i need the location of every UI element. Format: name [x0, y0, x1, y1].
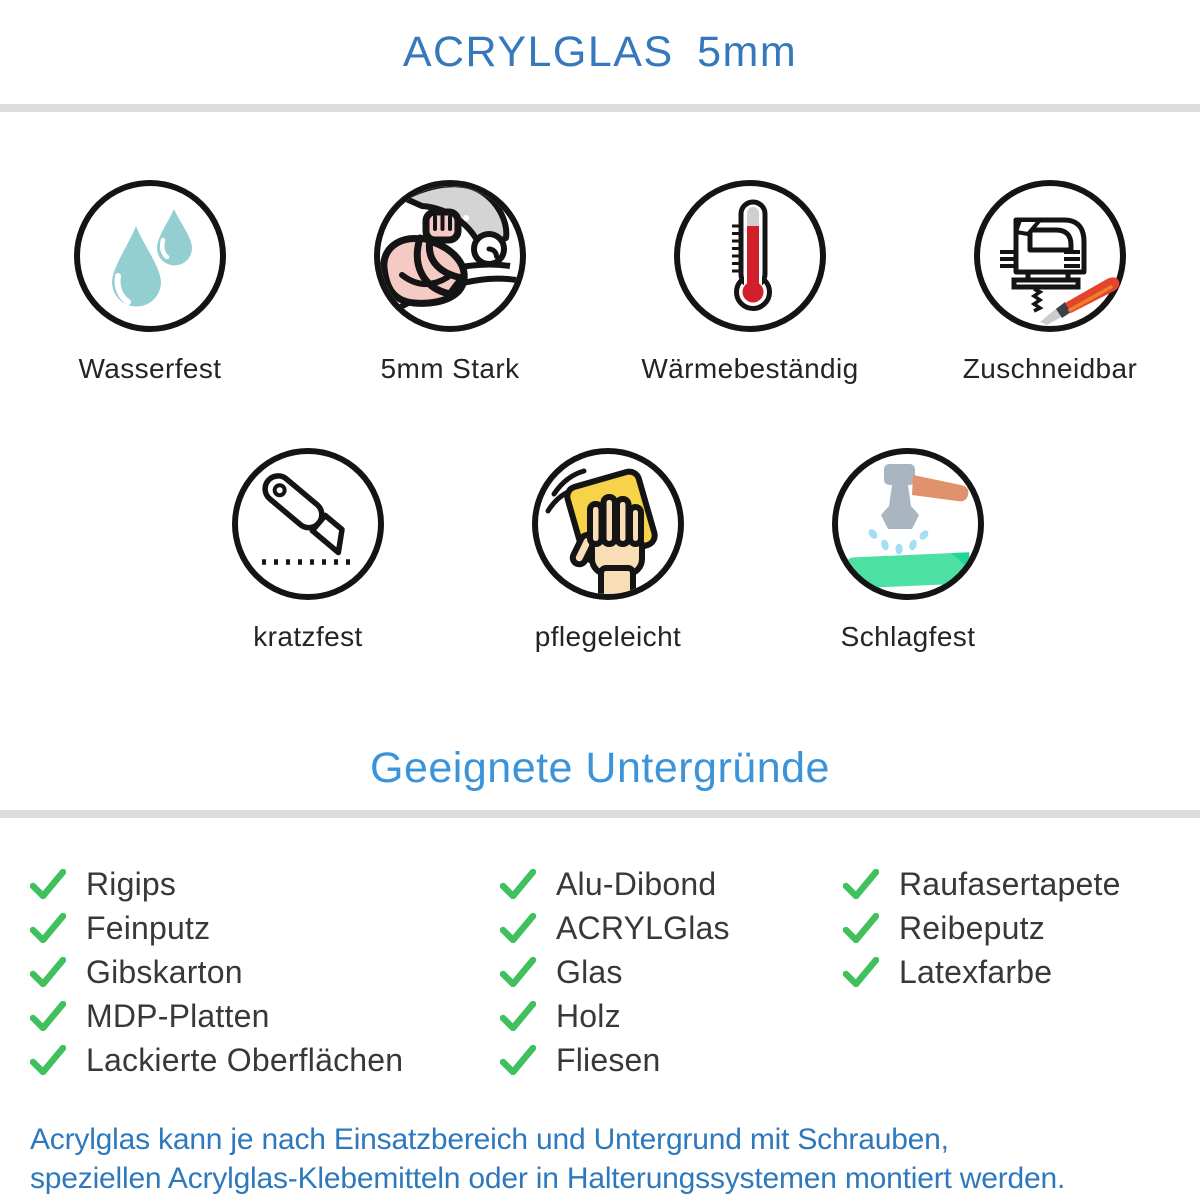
mounting-note	[0, 1120, 1200, 1198]
check-icon	[500, 1001, 536, 1031]
list-item	[500, 1038, 843, 1082]
feature-zuschneidbar	[900, 176, 1200, 388]
surface-label: Reibeputz	[899, 909, 1045, 946]
surfaces-column-3	[843, 862, 1200, 1082]
thermometer-icon	[670, 176, 830, 336]
surface-label: Glas	[556, 953, 623, 990]
page-title: ACRYLGLAS 5mm	[402, 27, 798, 76]
list-item	[30, 1038, 500, 1082]
feature-wasserfest	[0, 176, 300, 388]
list-item	[843, 862, 1200, 906]
feature-row-2	[158, 444, 1058, 656]
list-item	[500, 994, 843, 1038]
list-item	[843, 906, 1200, 950]
feature-label: Wärmebeständig	[641, 353, 859, 384]
feature-label: Zuschneidbar	[962, 353, 1138, 384]
surface-label: Lackierte Oberflächen	[86, 1041, 404, 1078]
check-icon	[30, 869, 66, 899]
hammer-impact-icon	[828, 444, 988, 604]
surface-label: Feinputz	[86, 909, 211, 946]
surface-label: MDP-Platten	[86, 997, 270, 1034]
divider-middle	[0, 810, 1200, 818]
check-icon	[30, 957, 66, 987]
list-item	[30, 994, 500, 1038]
list-item	[500, 906, 843, 950]
check-icon	[500, 1045, 536, 1075]
utility-knife-icon	[228, 444, 388, 604]
feature-label: kratzfest	[253, 621, 363, 652]
feature-pflegeleicht	[458, 444, 758, 656]
jigsaw-cutter-icon	[970, 176, 1130, 336]
surface-label: Alu-Dibond	[556, 865, 717, 902]
feature-waermebestaendig	[600, 176, 900, 388]
feature-5mm-stark	[300, 176, 600, 388]
check-icon	[843, 869, 879, 899]
check-icon	[843, 913, 879, 943]
feature-label: pflegeleicht	[534, 621, 682, 652]
check-icon	[30, 1045, 66, 1075]
check-icon	[30, 913, 66, 943]
surface-label: Rigips	[86, 865, 177, 902]
list-item	[500, 950, 843, 994]
surfaces-column-2	[500, 862, 843, 1082]
list-item	[30, 862, 500, 906]
surfaces-column-1	[30, 862, 500, 1082]
surface-label: Fliesen	[556, 1041, 661, 1078]
surface-label: Latexfarbe	[899, 953, 1053, 990]
feature-label: Wasserfest	[78, 353, 222, 384]
feature-row-1	[0, 176, 1200, 388]
surfaces-heading: Geeignete Untergründe	[370, 743, 830, 792]
mounting-note-line-1: Acrylglas kann je nach Einsatzbereich und Untergrund mit Schrauben,	[30, 1123, 949, 1156]
feature-schlagfest	[758, 444, 1058, 656]
flexed-arm-roll-icon	[370, 176, 530, 336]
surface-label: Gibskarton	[86, 953, 243, 990]
list-item	[30, 950, 500, 994]
page-header	[0, 0, 1200, 104]
feature-label: Schlagfest	[840, 621, 976, 652]
check-icon	[500, 869, 536, 899]
list-item	[500, 862, 843, 906]
list-item	[30, 906, 500, 950]
check-icon	[843, 957, 879, 987]
feature-kratzfest	[158, 444, 458, 656]
divider-top	[0, 104, 1200, 112]
surfaces-list	[0, 862, 1200, 1082]
check-icon	[30, 1001, 66, 1031]
wiping-hand-cloth-icon	[528, 444, 688, 604]
list-item	[843, 950, 1200, 994]
check-icon	[500, 957, 536, 987]
surface-label: ACRYLGlas	[556, 909, 730, 946]
surface-label: Raufasertapete	[899, 865, 1121, 902]
water-drops-icon	[70, 176, 230, 336]
feature-label: 5mm Stark	[380, 353, 520, 384]
check-icon	[500, 913, 536, 943]
surface-label: Holz	[556, 997, 621, 1034]
mounting-note-line-2: speziellen Acrylglas-Klebemitteln oder in Halterungssystemen montiert werden.	[30, 1162, 1066, 1195]
